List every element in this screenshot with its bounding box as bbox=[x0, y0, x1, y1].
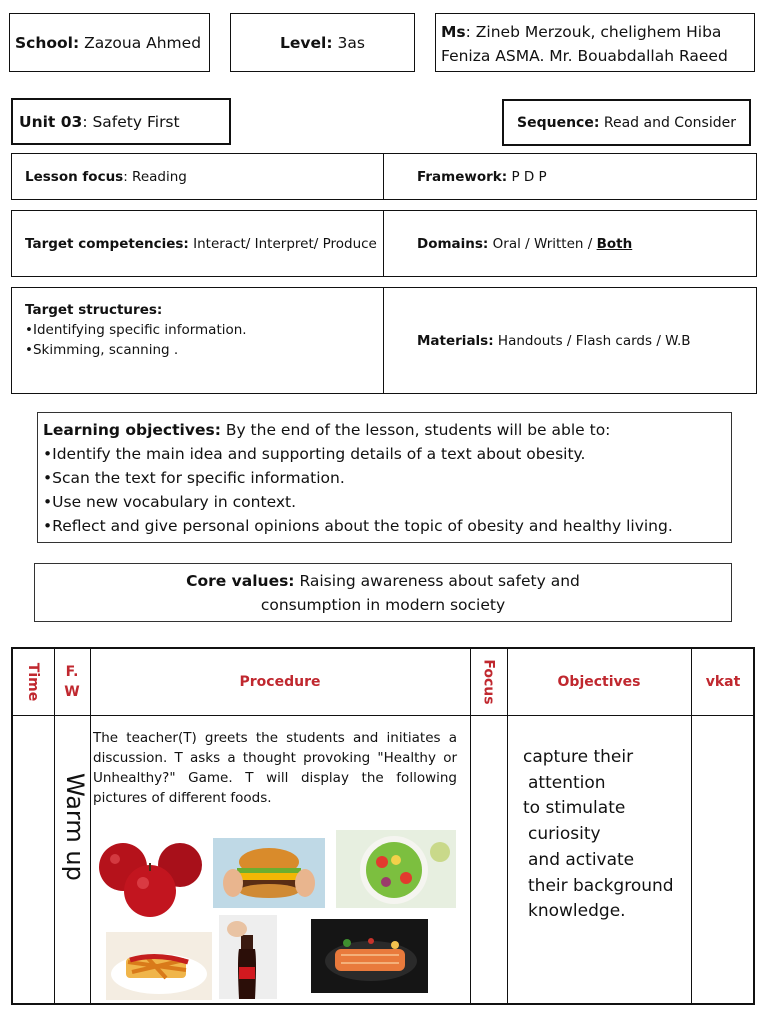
level-label: Level: bbox=[280, 33, 333, 52]
core-values-line1: Raising awareness about safety and bbox=[299, 571, 580, 590]
info-row-3 bbox=[11, 287, 757, 394]
objective-line: curiosity bbox=[528, 824, 601, 845]
sequence-box bbox=[502, 99, 751, 146]
header-focus: Focus bbox=[480, 659, 497, 705]
sequence-label: Sequence: bbox=[517, 114, 600, 131]
sequence-value: Read and Consider bbox=[603, 114, 736, 131]
competencies-value: Interact/ Interpret/ Produce bbox=[193, 235, 377, 252]
objectives-label: Learning objectives: bbox=[43, 421, 221, 439]
unit-value: : Safety First bbox=[82, 112, 180, 131]
fries-image bbox=[106, 932, 212, 1000]
materials-value: Handouts / Flash cards / W.B bbox=[497, 332, 691, 349]
domains-label: Domains: bbox=[417, 235, 489, 252]
burger-image bbox=[213, 838, 325, 908]
domains-value: Oral / Written / bbox=[492, 235, 593, 252]
lesson-focus-value: : Reading bbox=[123, 168, 187, 185]
learning-objectives-box bbox=[37, 412, 732, 543]
domains-cell bbox=[384, 211, 756, 276]
objective-line: and activate bbox=[528, 849, 635, 870]
objective-item: •Identify the main idea and supporting details of a text about obesity. bbox=[43, 445, 586, 463]
salmon-image bbox=[311, 919, 428, 993]
lesson-plan-table bbox=[11, 647, 755, 1005]
school-label: School: bbox=[15, 33, 80, 52]
materials-label: Materials: bbox=[417, 332, 494, 349]
procedure-text: The teacher(T) greets the students and initiates a discussion. T asks a thought provoking "Healthy or Unhealthy?" Game. T will display the following pictures of different foods. bbox=[93, 730, 457, 806]
structures-item: •Identifying specific information. bbox=[25, 322, 247, 338]
structures-item: •Skimming, scanning . bbox=[25, 342, 179, 358]
structures-cell bbox=[12, 288, 384, 393]
header-procedure: Procedure bbox=[239, 674, 321, 690]
level-value: 3as bbox=[337, 33, 365, 52]
framework-label: Framework: bbox=[417, 168, 508, 185]
header-vkat: vkat bbox=[705, 674, 741, 690]
core-values-line2: consumption in modern society bbox=[260, 595, 506, 614]
school-box bbox=[9, 13, 210, 72]
school-value: Zazoua Ahmed bbox=[84, 33, 202, 52]
unit-box bbox=[11, 98, 231, 145]
header-time: Time bbox=[25, 662, 42, 702]
header-objectives: Objectives bbox=[557, 674, 641, 690]
unit-label: Unit 03 bbox=[19, 112, 83, 131]
apples-image bbox=[95, 835, 203, 919]
framework-value: P D P bbox=[511, 168, 547, 185]
competencies-label: Target competencies: bbox=[25, 235, 189, 252]
materials-cell bbox=[384, 288, 756, 393]
level-box bbox=[230, 13, 415, 72]
teachers-value: : Zineb Merzouk, chelighem Hiba Feniza ASMA. Mr. Bouabdallah Raeed bbox=[441, 23, 728, 65]
lesson-focus-cell bbox=[12, 154, 384, 199]
domains-selected: Both bbox=[596, 235, 633, 252]
framework-cell bbox=[384, 154, 756, 199]
salad-image bbox=[336, 830, 456, 908]
competencies-cell bbox=[12, 211, 384, 276]
core-values-label: Core values: bbox=[186, 571, 295, 590]
info-row-1 bbox=[11, 153, 757, 200]
info-row-2 bbox=[11, 210, 757, 277]
objective-line: knowledge. bbox=[528, 901, 626, 922]
stage-label: Warm up bbox=[61, 773, 89, 881]
teachers-box bbox=[435, 13, 755, 72]
teachers-label: Ms bbox=[441, 23, 466, 41]
objectives-text bbox=[523, 745, 674, 925]
lesson-focus-label: Lesson focus bbox=[25, 168, 124, 185]
objective-line: attention bbox=[528, 772, 606, 793]
objective-item: •Scan the text for specific information. bbox=[43, 469, 345, 487]
structures-label: Target structures: bbox=[25, 302, 163, 318]
objective-item: •Use new vocabulary in context. bbox=[43, 493, 297, 511]
cola-image bbox=[219, 915, 277, 999]
header-fw: F. W bbox=[64, 664, 80, 700]
objective-line: capture their bbox=[523, 747, 634, 767]
objective-item: •Reflect and give personal opinions about the topic of obesity and healthy living. bbox=[43, 517, 673, 535]
objective-line: their background bbox=[528, 875, 674, 896]
core-values-box bbox=[34, 563, 732, 622]
objective-line: to stimulate bbox=[523, 798, 626, 819]
objectives-intro: By the end of the lesson, students will be able to: bbox=[225, 421, 611, 439]
